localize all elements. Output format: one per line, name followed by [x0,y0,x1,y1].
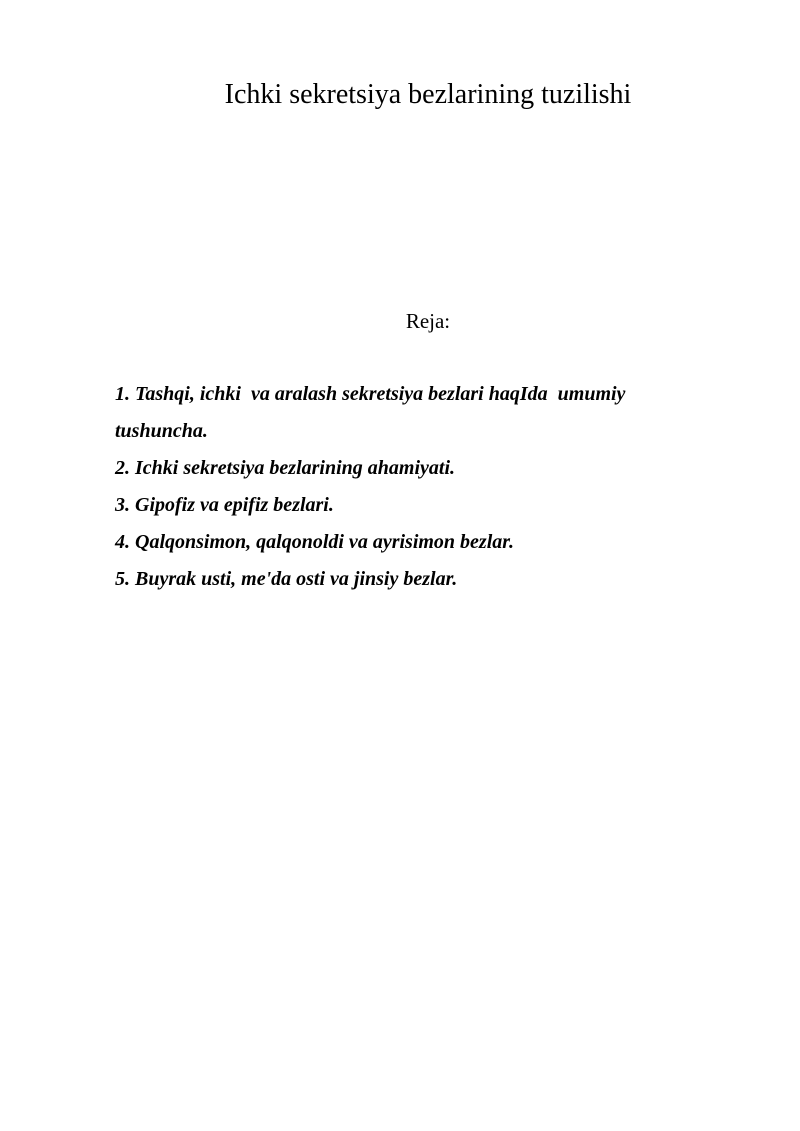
plan-item-1: 1. Tashqi, ichki va aralash sekretsiya bezlari haqIda umumiy tushuncha. [115,383,631,442]
plan-item-5: 5. Buyrak usti, me'da osti va jinsiy bezlar. [115,568,458,590]
plan-item-2: 2. Ichki sekretsiya bezlarining ahamiyati. [115,457,456,479]
plan-heading: Reja: [405,309,451,333]
document-title: Ichki sekretsiya bezlarining tuzilishi [224,79,632,110]
plan-item-4: 4. Qalqonsimon, qalqonoldi va ayrisimon bezlar. [115,531,514,553]
plan-item-3: 3. Gipofiz va epifiz bezlari. [115,494,334,516]
plan-list [115,376,685,598]
